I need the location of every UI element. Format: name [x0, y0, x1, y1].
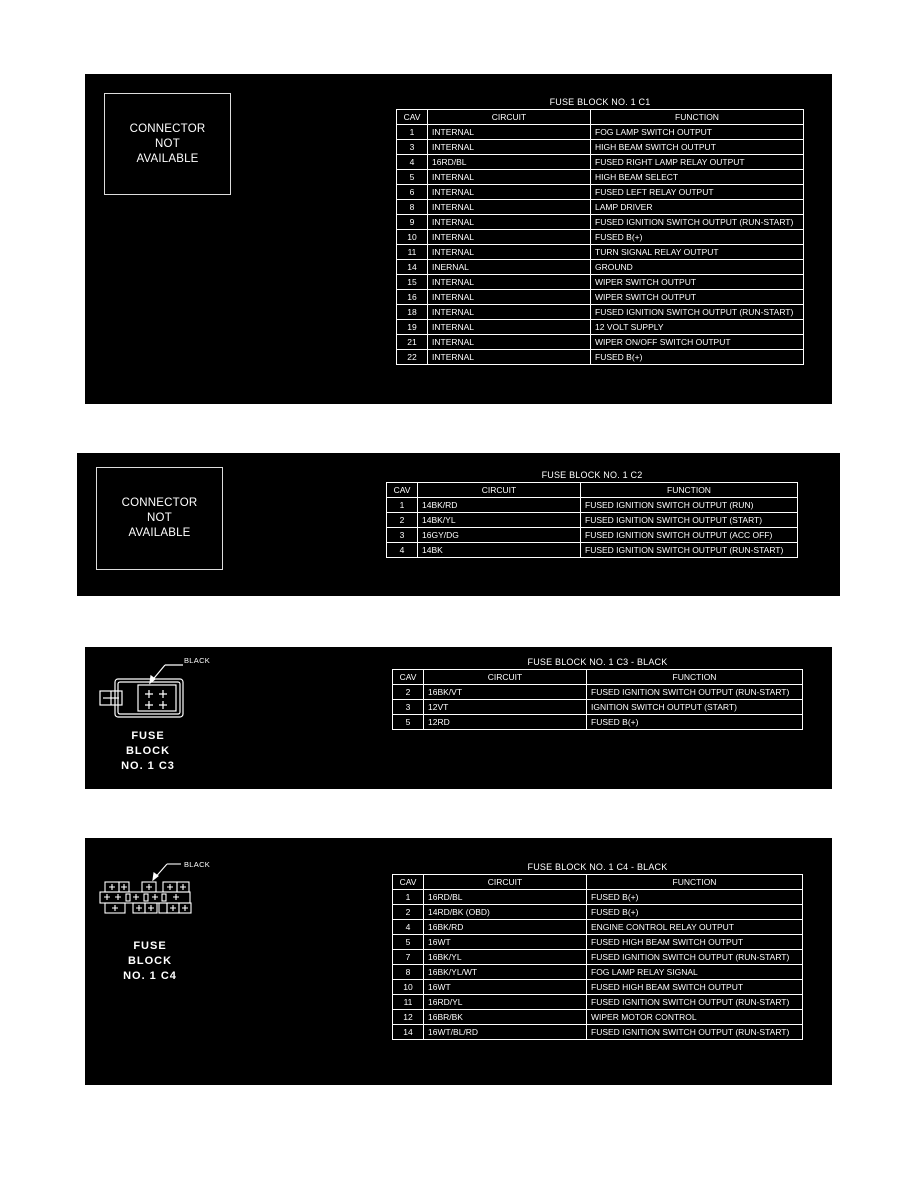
table-row: [393, 935, 803, 950]
fuse-label-line: BLOCK: [127, 955, 173, 967]
table-row: [397, 305, 804, 320]
function-cell: WIPER SWITCH OUTPUT: [591, 275, 804, 290]
table-body: [397, 125, 804, 365]
pinout-table-c4: [392, 860, 803, 1040]
table-header-row: [393, 670, 803, 685]
header-cav: CAV: [397, 110, 428, 125]
table-row: [387, 528, 798, 543]
circuit-cell: 16BK/VT: [424, 685, 587, 700]
header-function: FUNCTION: [587, 875, 803, 890]
table-row: [393, 685, 803, 700]
circuit-cell: INTERNAL: [428, 140, 591, 155]
function-cell: FUSED IGNITION SWITCH OUTPUT (ACC OFF): [581, 528, 798, 543]
fuse-label-line: NO. 1 C3: [121, 760, 175, 772]
fuse-block-label: [103, 729, 193, 774]
fuse-label-line: BLOCK: [125, 745, 171, 757]
header-function: FUNCTION: [581, 483, 798, 498]
circuit-cell: 16RD/BL: [424, 890, 587, 905]
cav-cell: 11: [397, 245, 428, 260]
circuit-cell: 14BK/YL: [418, 513, 581, 528]
connector-text-line: NOT: [155, 137, 180, 150]
function-cell: GROUND: [591, 260, 804, 275]
table-body: [393, 890, 803, 1040]
cav-cell: 14: [393, 1025, 424, 1040]
table-row: [393, 920, 803, 935]
cav-cell: 1: [393, 890, 424, 905]
cav-cell: 22: [397, 350, 428, 365]
table-row: [393, 715, 803, 730]
function-cell: IGNITION SWITCH OUTPUT (START): [587, 700, 803, 715]
table-row: [387, 543, 798, 558]
fuse-label-line: NO. 1 C4: [123, 970, 177, 982]
connector-text-line: AVAILABLE: [128, 527, 191, 539]
function-cell: WIPER ON/OFF SWITCH OUTPUT: [591, 335, 804, 350]
table-header-row: [397, 110, 804, 125]
circuit-cell: 16BR/BK: [424, 1010, 587, 1025]
table-row: [393, 1025, 803, 1040]
table-header-row: [387, 483, 798, 498]
function-cell: FUSED IGNITION SWITCH OUTPUT (RUN-START): [587, 685, 803, 700]
cav-cell: 4: [387, 543, 418, 558]
cav-cell: 2: [393, 905, 424, 920]
header-cav: CAV: [393, 875, 424, 890]
color-label-black: BLACK: [184, 860, 211, 869]
table-row: [387, 513, 798, 528]
table-row: [393, 1010, 803, 1025]
function-cell: FOG LAMP SWITCH OUTPUT: [591, 125, 804, 140]
circuit-cell: INTERNAL: [428, 320, 591, 335]
table-title: FUSE BLOCK NO. 1 C2: [541, 470, 643, 480]
pinout-table-c1: [396, 95, 804, 365]
cav-cell: 8: [393, 965, 424, 980]
cav-cell: 3: [387, 528, 418, 543]
function-cell: FUSED B(+): [591, 230, 804, 245]
connector-text-line: CONNECTOR: [121, 497, 198, 509]
circuit-cell: 12RD: [424, 715, 587, 730]
connector-not-available-box: [96, 467, 223, 570]
function-cell: ENGINE CONTROL RELAY OUTPUT: [587, 920, 803, 935]
pinout-table-c2: [386, 468, 798, 558]
circuit-cell: INTERNAL: [428, 335, 591, 350]
table-row: [397, 260, 804, 275]
cav-cell: 8: [397, 200, 428, 215]
cav-cell: 9: [397, 215, 428, 230]
table-header-row: [393, 875, 803, 890]
function-cell: 12 VOLT SUPPLY: [591, 320, 804, 335]
header-circuit: CIRCUIT: [424, 670, 587, 685]
function-cell: FUSED LEFT RELAY OUTPUT: [591, 185, 804, 200]
function-cell: FUSED RIGHT LAMP RELAY OUTPUT: [591, 155, 804, 170]
connector-text-line: CONNECTOR: [129, 122, 206, 135]
cav-cell: 18: [397, 305, 428, 320]
panel-c3: [85, 647, 832, 789]
table-body: [393, 685, 803, 730]
circuit-cell: INTERNAL: [428, 230, 591, 245]
table-row: [397, 200, 804, 215]
fuse-label-line: FUSE: [133, 940, 167, 952]
cav-cell: 2: [393, 685, 424, 700]
header-circuit: CIRCUIT: [424, 875, 587, 890]
table-row: [397, 170, 804, 185]
panel-c1: [85, 74, 832, 404]
table-row: [393, 980, 803, 995]
cav-cell: 10: [397, 230, 428, 245]
function-cell: FUSED IGNITION SWITCH OUTPUT (RUN-START): [581, 543, 798, 558]
cav-cell: 10: [393, 980, 424, 995]
cav-cell: 6: [397, 185, 428, 200]
circuit-cell: INTERNAL: [428, 350, 591, 365]
pinout-table-c3: [392, 655, 803, 730]
table-row: [397, 230, 804, 245]
connector-text-line: NOT: [147, 512, 172, 524]
function-cell: FUSED HIGH BEAM SWITCH OUTPUT: [587, 980, 803, 995]
table-row: [397, 140, 804, 155]
cav-cell: 2: [387, 513, 418, 528]
table-title: FUSE BLOCK NO. 1 C1: [549, 97, 651, 107]
table-row: [393, 890, 803, 905]
color-label-black: BLACK: [184, 656, 211, 665]
cav-cell: 3: [397, 140, 428, 155]
fuse-label-line: FUSE: [131, 730, 165, 742]
function-cell: FUSED B(+): [591, 350, 804, 365]
header-function: FUNCTION: [591, 110, 804, 125]
cav-cell: 19: [397, 320, 428, 335]
circuit-cell: INTERNAL: [428, 275, 591, 290]
cav-cell: 14: [397, 260, 428, 275]
connector-text-line: AVAILABLE: [136, 152, 199, 165]
header-circuit: CIRCUIT: [418, 483, 581, 498]
circuit-cell: INTERNAL: [428, 125, 591, 140]
function-cell: HIGH BEAM SWITCH OUTPUT: [591, 140, 804, 155]
circuit-cell: 16BK/YL/WT: [424, 965, 587, 980]
circuit-cell: INTERNAL: [428, 215, 591, 230]
function-cell: WIPER MOTOR CONTROL: [587, 1010, 803, 1025]
function-cell: FUSED HIGH BEAM SWITCH OUTPUT: [587, 935, 803, 950]
cav-cell: 16: [397, 290, 428, 305]
cav-cell: 1: [387, 498, 418, 513]
table-row: [397, 185, 804, 200]
circuit-cell: INTERNAL: [428, 305, 591, 320]
header-cav: CAV: [387, 483, 418, 498]
circuit-cell: 16WT: [424, 935, 587, 950]
cav-cell: 1: [397, 125, 428, 140]
circuit-cell: 16GY/DG: [418, 528, 581, 543]
cav-cell: 21: [397, 335, 428, 350]
circuit-cell: INTERNAL: [428, 185, 591, 200]
cav-cell: 4: [397, 155, 428, 170]
table-row: [397, 320, 804, 335]
circuit-cell: INERNAL: [428, 260, 591, 275]
table-row: [387, 498, 798, 513]
table-row: [397, 215, 804, 230]
function-cell: WIPER SWITCH OUTPUT: [591, 290, 804, 305]
function-cell: FUSED IGNITION SWITCH OUTPUT (RUN): [581, 498, 798, 513]
function-cell: HIGH BEAM SELECT: [591, 170, 804, 185]
function-cell: FUSED B(+): [587, 890, 803, 905]
circuit-cell: INTERNAL: [428, 200, 591, 215]
table-row: [397, 275, 804, 290]
pinout-table: [392, 874, 803, 1040]
cav-cell: 5: [397, 170, 428, 185]
circuit-cell: 16BK/RD: [424, 920, 587, 935]
circuit-cell: 16RD/YL: [424, 995, 587, 1010]
function-cell: FUSED B(+): [587, 715, 803, 730]
cav-cell: 5: [393, 715, 424, 730]
circuit-cell: INTERNAL: [428, 245, 591, 260]
circuit-cell: INTERNAL: [428, 290, 591, 305]
cav-cell: 4: [393, 920, 424, 935]
circuit-cell: 14BK: [418, 543, 581, 558]
function-cell: FUSED IGNITION SWITCH OUTPUT (RUN-START): [591, 215, 804, 230]
cav-cell: 5: [393, 935, 424, 950]
function-cell: FUSED IGNITION SWITCH OUTPUT (RUN-START): [587, 995, 803, 1010]
connector-c3-diagram: [95, 657, 205, 727]
header-circuit: CIRCUIT: [428, 110, 591, 125]
cav-cell: 7: [393, 950, 424, 965]
fuse-block-label: [105, 939, 195, 984]
function-cell: FUSED B(+): [587, 905, 803, 920]
function-cell: TURN SIGNAL RELAY OUTPUT: [591, 245, 804, 260]
table-row: [393, 965, 803, 980]
connector-not-available-box: [104, 93, 231, 195]
circuit-cell: 14BK/RD: [418, 498, 581, 513]
table-row: [397, 290, 804, 305]
circuit-cell: INTERNAL: [428, 170, 591, 185]
table-title: FUSE BLOCK NO. 1 C4 - BLACK: [527, 862, 668, 872]
function-cell: FOG LAMP RELAY SIGNAL: [587, 965, 803, 980]
table-row: [397, 155, 804, 170]
table-row: [397, 125, 804, 140]
function-cell: LAMP DRIVER: [591, 200, 804, 215]
pinout-table: [386, 482, 798, 558]
table-row: [397, 245, 804, 260]
panel-c4: [85, 838, 832, 1085]
function-cell: FUSED IGNITION SWITCH OUTPUT (START): [581, 513, 798, 528]
table-title: FUSE BLOCK NO. 1 C3 - BLACK: [527, 657, 668, 667]
function-cell: FUSED IGNITION SWITCH OUTPUT (RUN-START): [591, 305, 804, 320]
cav-cell: 11: [393, 995, 424, 1010]
table-row: [393, 995, 803, 1010]
header-cav: CAV: [393, 670, 424, 685]
table-row: [397, 335, 804, 350]
function-cell: FUSED IGNITION SWITCH OUTPUT (RUN-START): [587, 950, 803, 965]
table-row: [393, 950, 803, 965]
table-row: [397, 350, 804, 365]
cav-cell: 15: [397, 275, 428, 290]
panel-c2: [77, 453, 840, 596]
header-function: FUNCTION: [587, 670, 803, 685]
cav-cell: 3: [393, 700, 424, 715]
circuit-cell: 16BK/YL: [424, 950, 587, 965]
table-row: [393, 700, 803, 715]
pinout-table: [396, 109, 804, 365]
circuit-cell: 16WT/BL/RD: [424, 1025, 587, 1040]
circuit-cell: 16RD/BL: [428, 155, 591, 170]
function-cell: FUSED IGNITION SWITCH OUTPUT (RUN-START): [587, 1025, 803, 1040]
circuit-cell: 12VT: [424, 700, 587, 715]
cav-cell: 12: [393, 1010, 424, 1025]
table-body: [387, 498, 798, 558]
circuit-cell: 16WT: [424, 980, 587, 995]
table-row: [393, 905, 803, 920]
circuit-cell: 14RD/BK (OBD): [424, 905, 587, 920]
pinout-table: [392, 669, 803, 730]
